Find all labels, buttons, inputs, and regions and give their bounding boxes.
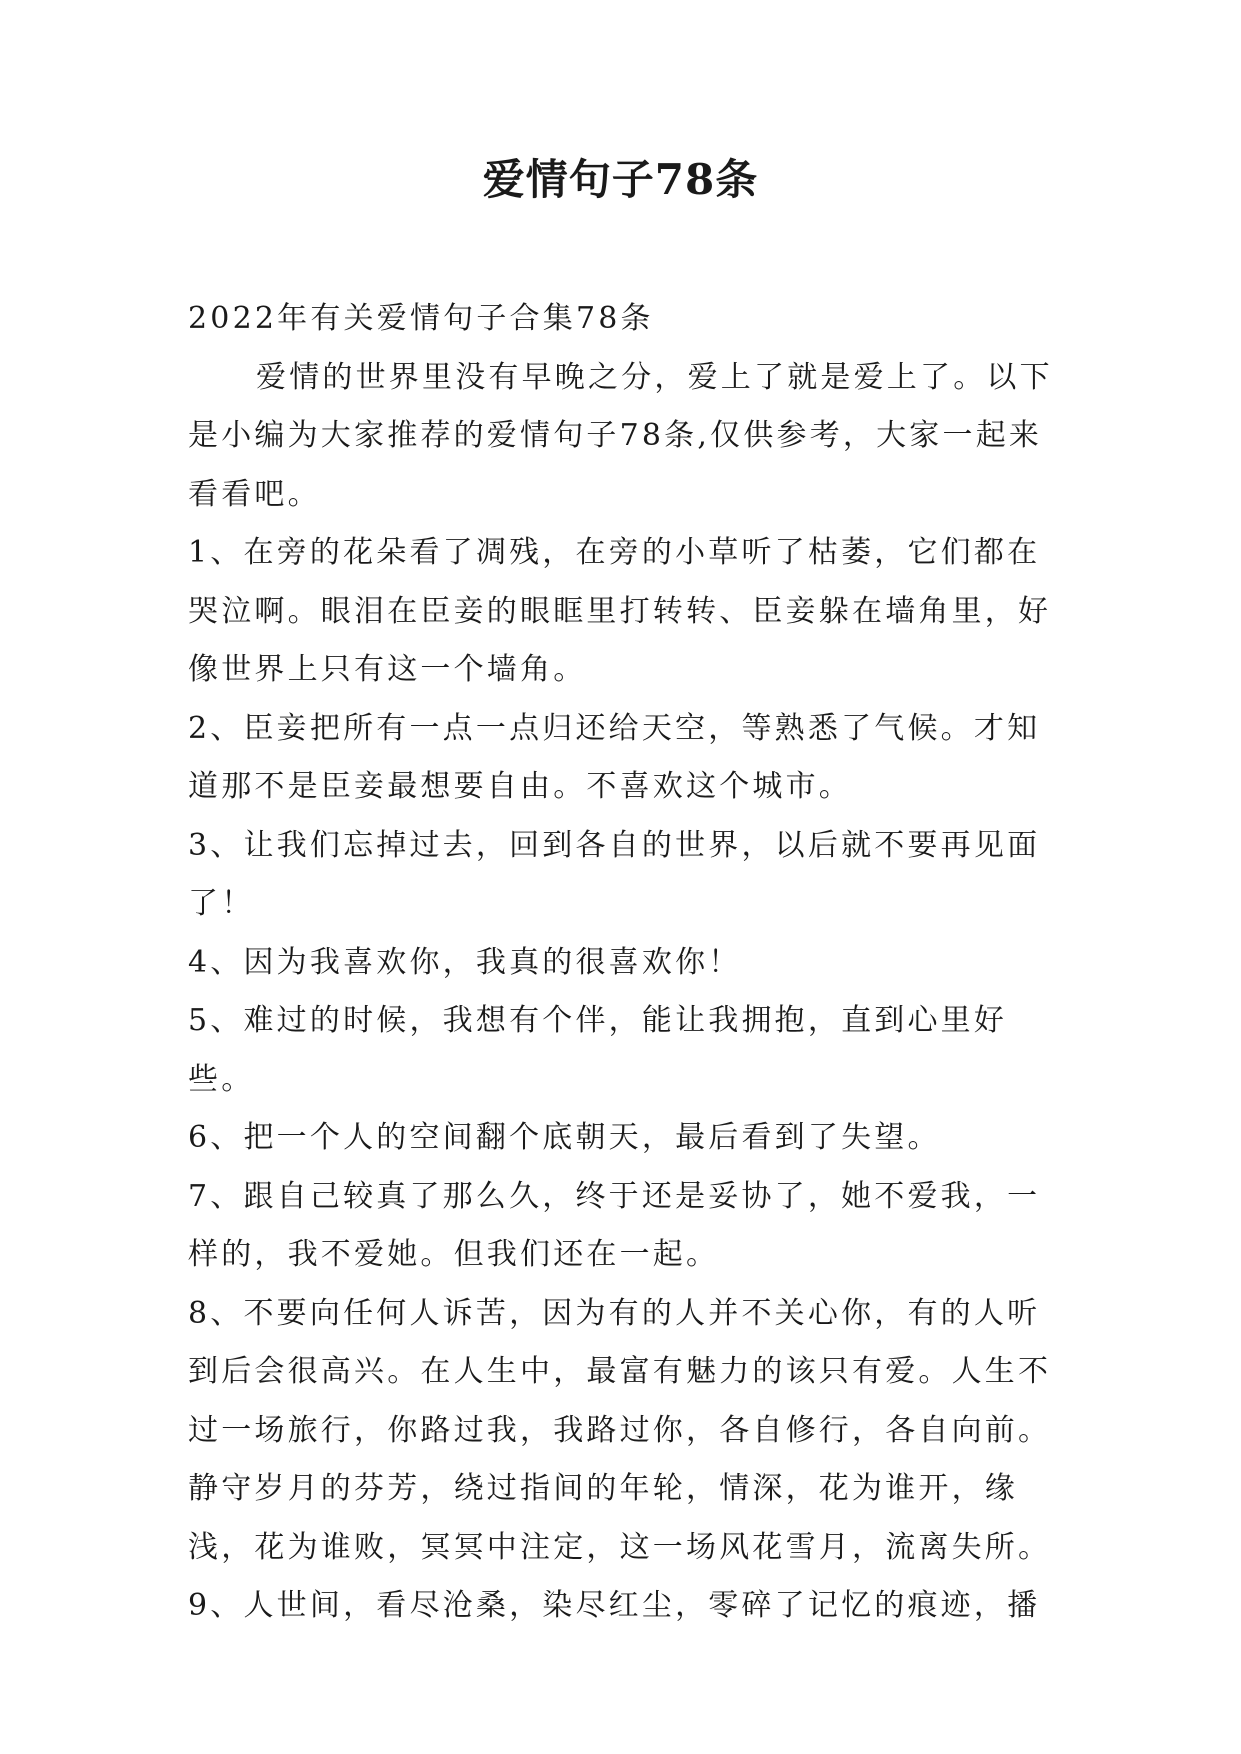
- intro-paragraph: 爱情的世界里没有早晚之分，爱上了就是爱上了。以下是小编为大家推荐的爱情句子78条,仅供参考，大家一起来看看吧。: [188, 359, 1053, 512]
- document-subtitle: 2022年有关爱情句子合集78条: [188, 301, 654, 336]
- list-item: 8、不要向任何人诉苦，因为有的人并不关心你，有的人听到后会很高兴。在人生中，最富有魅力的该只有爱。人生不过一场旅行，你路过我，我路过你，各自修行，各自向前。静守岁月的芬芳，绕过指间的年轮，情深，花为谁开，缘浅，花为谁败，冥冥中注定，这一场风花雪月，流离失所。: [188, 1295, 1052, 1565]
- list-item: 3、让我们忘掉过去，回到各自的世界，以后就不要再见面了！: [188, 827, 1041, 921]
- list-item: 7、跟自己较真了那么久，终于还是妥协了，她不爱我，一样的，我不爱她。但我们还在一起。: [188, 1178, 1041, 1272]
- list-item: 1、在旁的花朵看了凋残，在旁的小草听了枯萎，它们都在哭泣啊。眼泪在臣妾的眼眶里打转转、臣妾躲在墙角里，好像世界上只有这一个墙角。: [188, 535, 1052, 687]
- list-item: 9、人世间，看尽沧桑，染尽红尘，零碎了记忆的痕迹，播: [188, 1588, 1041, 1623]
- document-body: [188, 290, 1068, 1636]
- list-item: 6、把一个人的空间翻个底朝天，最后看到了失望。: [188, 1120, 941, 1155]
- list-item: 4、因为我喜欢你，我真的很喜欢你！: [188, 944, 742, 980]
- list-item: 5、难过的时候，我想有个伴，能让我拥抱，直到心里好些。: [188, 1003, 1008, 1097]
- document-title: 爱情句子78条: [482, 155, 759, 204]
- list-item: 2、臣妾把所有一点一点归还给天空，等熟悉了气候。才知道那不是臣妾最想要自由。不喜欢这个城市。: [188, 710, 1041, 804]
